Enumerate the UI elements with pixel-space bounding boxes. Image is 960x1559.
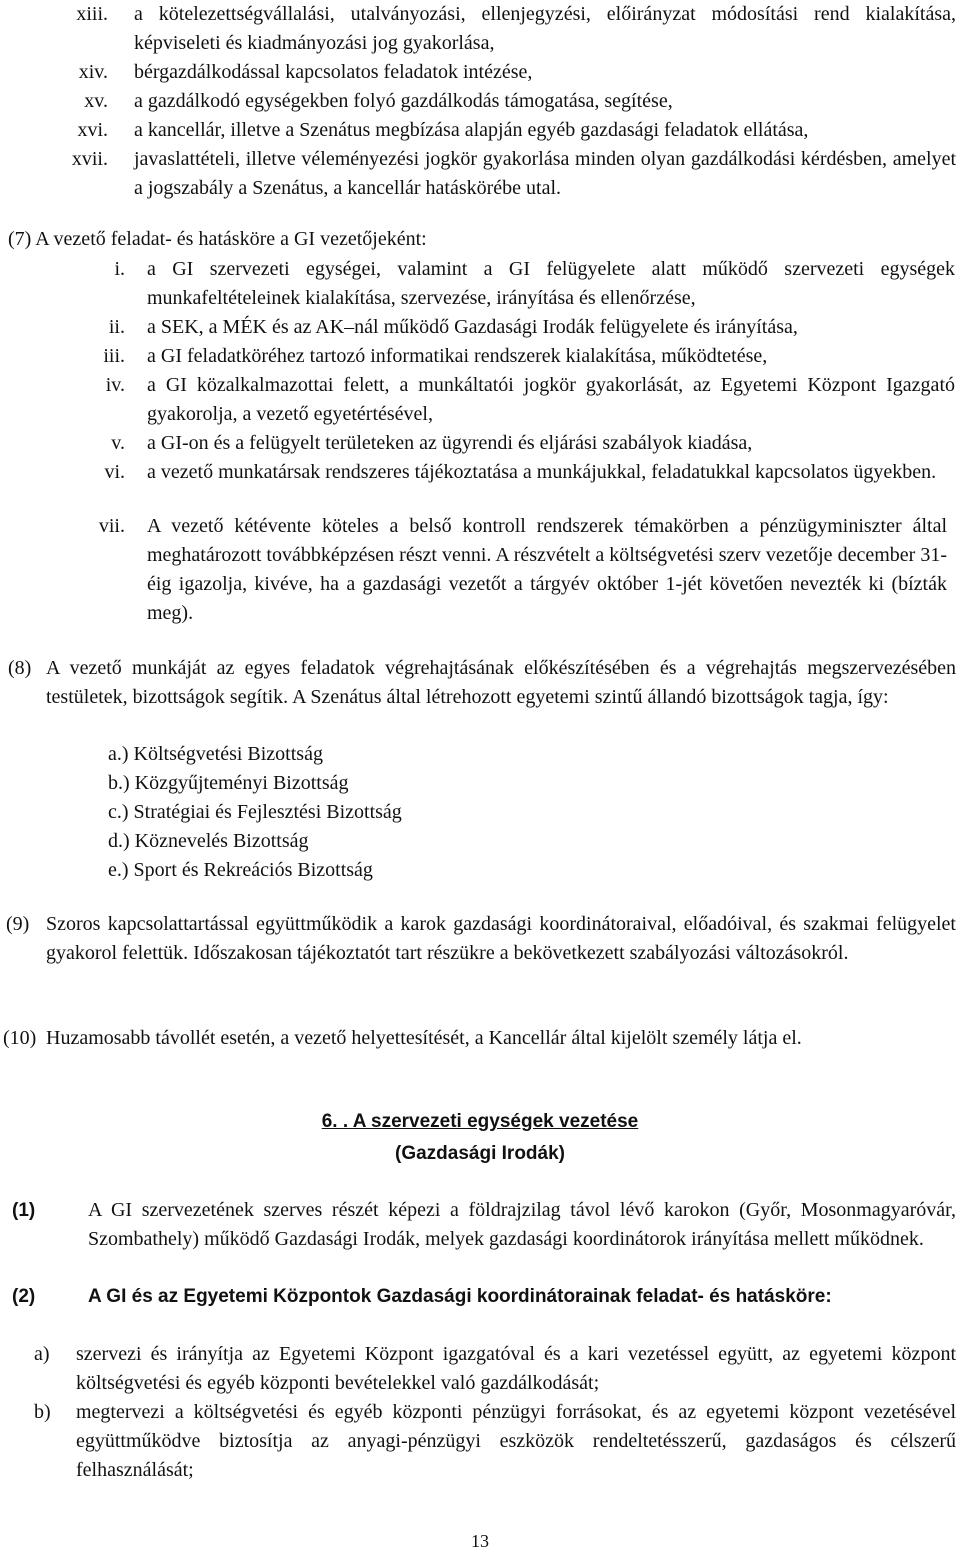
list-number: xvii. bbox=[71, 148, 108, 170]
list-item-text: bérgazdálkodással kapcsolatos feladatok intézése, bbox=[134, 61, 533, 83]
list-item-text: a SEK, a MÉK és az AK–nál működő Gazdasági Irodák felügyelete és irányítása, bbox=[147, 316, 798, 338]
list-number: ii. bbox=[108, 316, 125, 338]
list-item-text: a vezető munkatársak rendszeres tájékoztatása a munkájukkal, feladatukkal kapcsolatos ügyekben. bbox=[147, 461, 937, 483]
list-number: xiii. bbox=[76, 3, 108, 25]
list-number: xv. bbox=[84, 90, 108, 112]
list-number: xiv. bbox=[78, 61, 108, 83]
list-number: b) bbox=[34, 1401, 51, 1423]
para10-text: Huzamosabb távollét esetén, a vezető helyettesítését, a Kancellár által kijelölt személy látja el. bbox=[46, 1027, 802, 1049]
list-item-text: a GI szervezeti egységei, valamint a GI felügyelete alatt működő szervezeti egységek munkafeltételeinek kialakítása, szervezése, irányítása és ellenőrzése, bbox=[147, 258, 955, 309]
section-title: 6. . A szervezeti egységek vezetése bbox=[321, 1111, 639, 1132]
list-item-text: A vezető kétévente köteles a belső kontroll rendszerek témakörben a pénzügyminiszter által meghatározott továbbképzésen részt venni. A részvételt a költségvetési szerv vezetője december 31-éig igazolja, kivéve, ha a gazdasági vezetőt a tárgyév október 1-jét követően nevezték ki (bízták meg). bbox=[147, 515, 947, 624]
committee-item: a.) Költségvetési Bizottság bbox=[108, 743, 323, 765]
list-item-text: a kötelezettségvállalási, utalványozási, ellenjegyzési, előirányzat módosítási rend kialakítása, képviseleti és kiadmányozási jog gyakorlása, bbox=[134, 3, 956, 54]
list-number: vii. bbox=[98, 515, 125, 537]
s1-text: A GI szervezetének szerves részét képezi a földrajzilag távol lévő karokon (Győr, Mosonmagyaróvár, Szombathely) működő Gazdasági Irodák, melyek gazdasági koordinátorok irányítása mellett működnek. bbox=[88, 1199, 956, 1250]
s1-number: (1) bbox=[12, 1200, 36, 1221]
list-item-text: a GI közalkalmazottai felett, a munkáltatói jogkör gyakorlását, az Egyetemi Központ Igazgató gyakorolja, a vezető egyetértésével, bbox=[147, 374, 955, 425]
list-number: vi. bbox=[104, 461, 125, 483]
list-item-text: megtervezi a költségvetési és egyéb központi pénzügyi forrásokat, és az egyetemi központ vezetésével együttműködve biztosítja az anyagi-pénzügyi eszközök rendeltetésszerű, gazdaságos és célszerű felhasználását; bbox=[76, 1401, 956, 1481]
para9-text: Szoros kapcsolattartással együttműködik a karok gazdasági koordinátoraival, előadóival, és szakmai felügyelet gyakorol felettük. Időszakosan tájékoztatót tart részükre a bekövetkezett szabályozási változásokról. bbox=[46, 913, 956, 964]
list-item-text: a kancellár, illetve a Szenátus megbízása alapján egyéb gazdasági feladatok ellátása, bbox=[134, 119, 809, 141]
committee-item: b.) Közgyűjteményi Bizottság bbox=[108, 772, 349, 794]
list-item-text: a GI-on és a felügyelt területeken az ügyrendi és eljárási szabályok kiadása, bbox=[147, 432, 753, 454]
list-item-text: a GI feladatköréhez tartozó informatikai rendszerek kialakítása, működtetése, bbox=[147, 345, 768, 367]
committee-item: e.) Sport és Rekreációs Bizottság bbox=[108, 859, 373, 881]
s2-text: A GI és az Egyetemi Központok Gazdasági koordinátorainak feladat- és hatásköre: bbox=[88, 1286, 832, 1307]
list-item-text: javaslattételi, illetve véleményezési jogkör gyakorlása minden olyan gazdálkodási kérdésben, amelyet a jogszabály a Szenátus, a kancellár hatáskörébe utal. bbox=[134, 148, 956, 199]
para8-number: (8) bbox=[8, 657, 32, 679]
s2-number: (2) bbox=[12, 1286, 36, 1307]
list-item-text: szervezi és irányítja az Egyetemi Központ igazgatóval és a kari vezetéssel együtt, az egyetemi központ költségvetési és egyéb központi bevételekkel való gazdálkodását; bbox=[76, 1343, 956, 1394]
committee-item: c.) Stratégiai és Fejlesztési Bizottság bbox=[108, 801, 402, 823]
para9-number: (9) bbox=[6, 913, 30, 935]
list-number: a) bbox=[34, 1343, 50, 1365]
list-number: v. bbox=[111, 432, 125, 454]
para7-heading: (7) A vezető feladat- és hatásköre a GI vezetőjeként: bbox=[8, 228, 427, 250]
para8-text: A vezető munkáját az egyes feladatok végrehajtásának előkészítésében és a végrehajtás megszervezésében testületek, bizottságok segítik. A Szenátus által létrehozott egyetemi szintű állandó bizottságok tagja, így: bbox=[46, 657, 956, 708]
committee-item: d.) Köznevelés Bizottság bbox=[108, 830, 309, 852]
list-number: xvi. bbox=[77, 119, 108, 141]
page-number: 13 bbox=[471, 1531, 489, 1551]
section-subtitle: (Gazdasági Irodák) bbox=[395, 1143, 565, 1164]
list-item-text: a gazdálkodó egységekben folyó gazdálkodás támogatása, segítése, bbox=[134, 90, 673, 112]
list-number: i. bbox=[114, 258, 125, 280]
para10-number: (10) bbox=[3, 1027, 37, 1049]
list-number: iv. bbox=[105, 374, 125, 396]
list-number: iii. bbox=[103, 345, 125, 367]
